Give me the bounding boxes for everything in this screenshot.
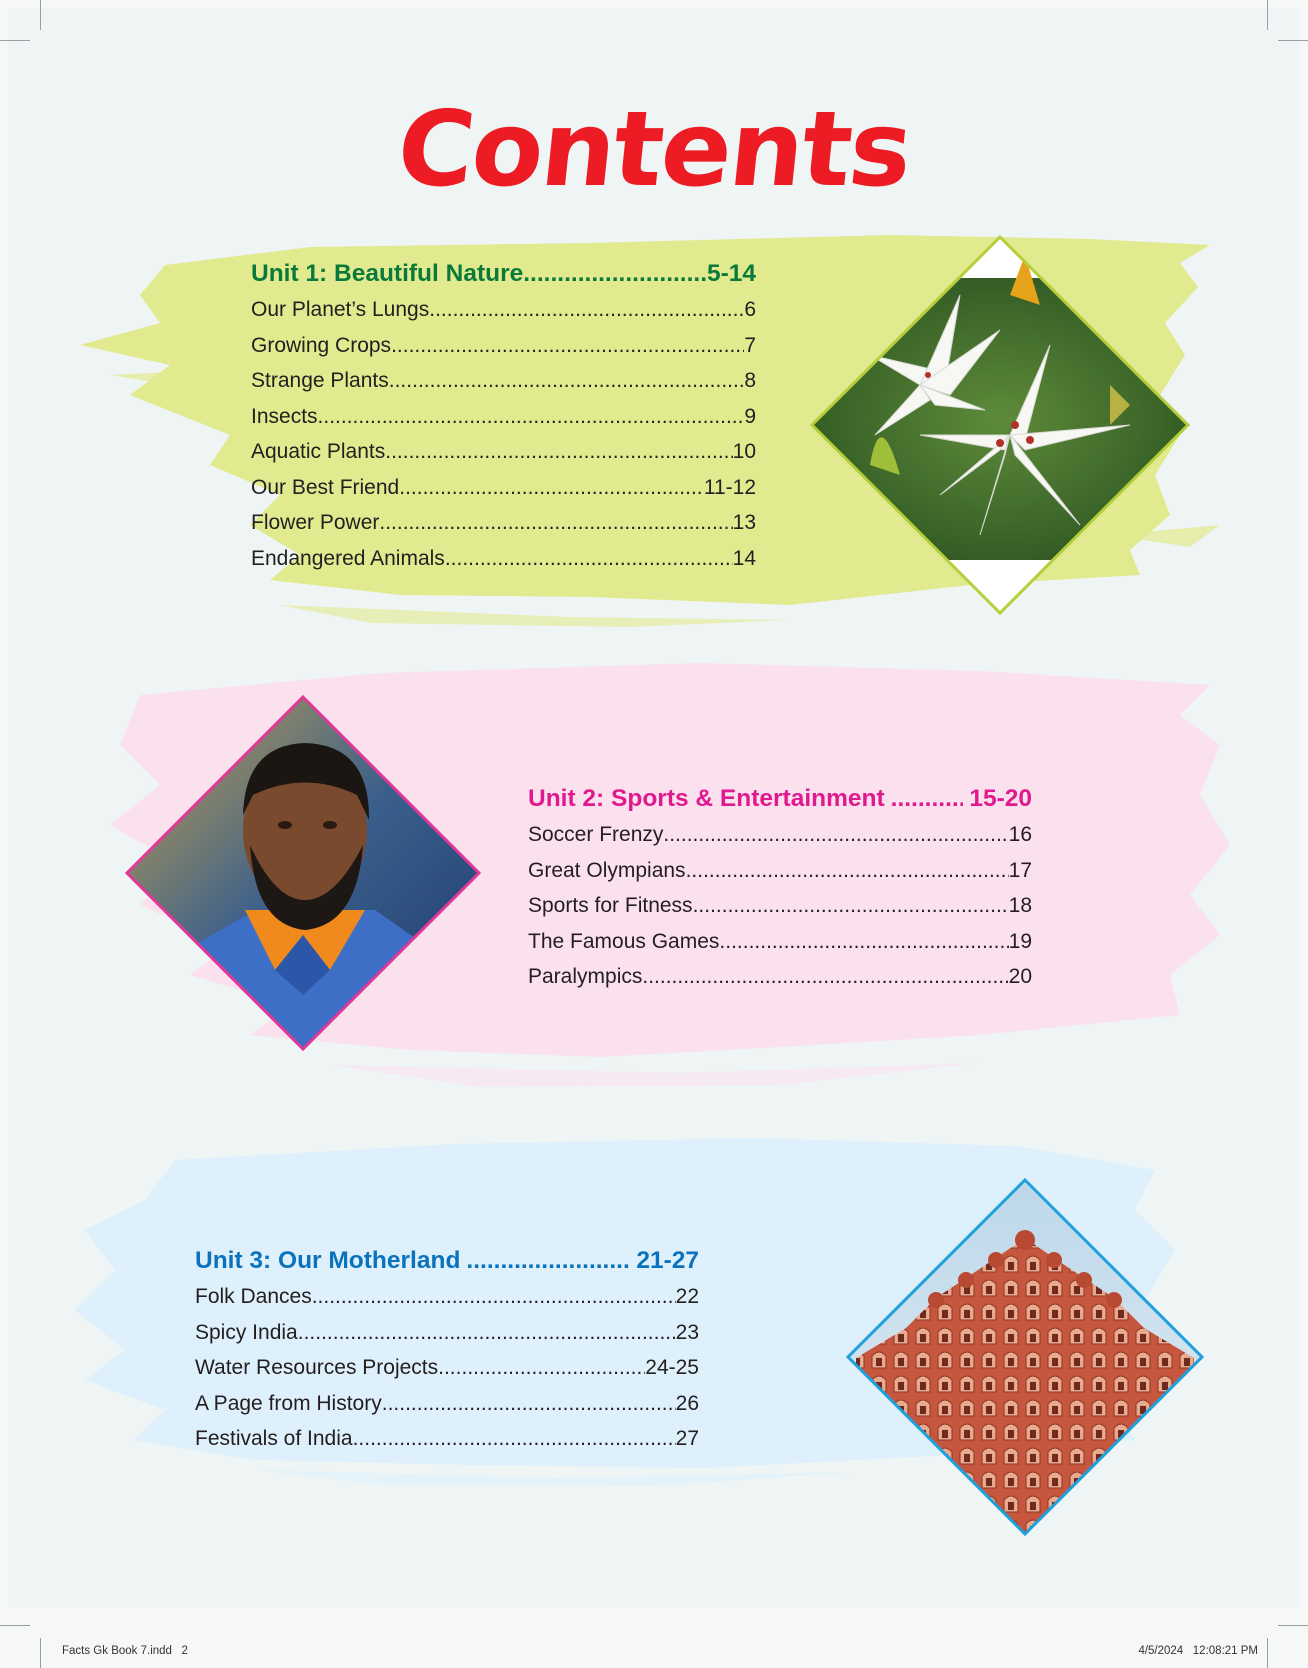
leader-dots [379, 505, 732, 541]
toc-entry[interactable] [251, 541, 756, 577]
crop-mark [0, 1625, 30, 1626]
crop-mark [40, 1638, 41, 1668]
unit-3-toc [195, 1243, 699, 1457]
leader-dots [438, 1350, 645, 1386]
toc-entry[interactable] [195, 1386, 699, 1422]
toc-entry[interactable] [528, 817, 1032, 853]
leader-dots [686, 853, 1009, 889]
toc-entry[interactable] [195, 1421, 699, 1457]
toc-entry-page: 24-25 [645, 1356, 699, 1379]
toc-entry-page: 20 [1008, 965, 1032, 988]
toc-entry-label: Aquatic Plants [251, 440, 386, 463]
toc-entry-label: Insects [251, 404, 318, 428]
toc-entry-label: A Page from History [195, 1391, 382, 1415]
unit-1-heading[interactable] [251, 256, 756, 292]
crop-mark [1267, 1638, 1268, 1668]
toc-entry-page: 11-12 [703, 475, 756, 499]
unit-3-heading[interactable] [195, 1243, 699, 1279]
toc-entry[interactable] [195, 1315, 699, 1351]
toc-entry-page: 8 [744, 369, 756, 392]
toc-entry-page: 26 [675, 1391, 699, 1415]
toc-entry[interactable] [251, 363, 756, 399]
footer-file-info: Facts Gk Book 7.indd 2 [62, 1645, 188, 1657]
toc-entry-page: 10 [732, 440, 756, 463]
toc-entry-label: Water Resources Projects [195, 1356, 439, 1379]
unit-3-title: Unit 3: Our Motherland [195, 1247, 461, 1274]
toc-entry-label: The Famous Games [528, 929, 720, 953]
unit-3-page-range: 21-27 [636, 1247, 699, 1274]
crop-mark [1278, 40, 1308, 41]
toc-entry-page: 6 [744, 298, 756, 321]
toc-entry-page: 23 [675, 1320, 699, 1344]
leader-dots [719, 924, 1008, 960]
hawa-mahal-image [846, 1178, 1204, 1536]
crop-mark [1278, 1625, 1308, 1626]
leader-dots [523, 256, 707, 292]
toc-entry-page: 18 [1008, 894, 1032, 917]
toc-entry[interactable] [195, 1279, 699, 1315]
unit-1-toc [251, 256, 756, 576]
leader-dots [385, 434, 732, 470]
leader-dots [429, 292, 744, 328]
toc-entry-label: Soccer Frenzy [528, 823, 664, 846]
toc-entry-page: 9 [744, 404, 756, 428]
leader-dots [391, 328, 744, 364]
toc-entry-label: Our Planet’s Lungs [251, 298, 430, 321]
toc-entry-label: Great Olympians [528, 858, 686, 882]
toc-entry-page: 7 [744, 333, 756, 357]
leader-dots [466, 1243, 630, 1279]
toc-entry-label: Folk Dances [195, 1285, 312, 1308]
unit-2-title: Unit 2: Sports & Entertainment [528, 785, 885, 812]
unit-1-page-range: 5-14 [706, 260, 756, 287]
leader-dots [382, 1386, 676, 1422]
toc-entry-label: Paralympics [528, 965, 643, 988]
toc-entry-label: Sports for Fitness [528, 894, 693, 917]
crop-mark [0, 40, 30, 41]
unit-1-title: Unit 1: Beautiful Nature [251, 260, 524, 287]
leader-dots [399, 470, 704, 506]
leader-dots [312, 1279, 676, 1315]
leader-dots [642, 959, 1008, 995]
toc-entry[interactable] [251, 434, 756, 470]
toc-entry[interactable] [251, 470, 756, 506]
toc-entry-label: Our Best Friend [251, 475, 400, 499]
toc-entry[interactable] [528, 924, 1032, 960]
leader-dots [318, 399, 745, 435]
leader-dots [389, 363, 745, 399]
toc-entry[interactable] [195, 1350, 699, 1386]
cricketer-portrait-image [125, 695, 481, 1051]
toc-entry[interactable] [251, 292, 756, 328]
toc-entry[interactable] [251, 505, 756, 541]
toc-entry[interactable] [528, 853, 1032, 889]
toc-entry-page: 14 [732, 546, 756, 570]
toc-entry[interactable] [528, 959, 1032, 995]
toc-entry-label: Spicy India [195, 1320, 298, 1344]
leader-dots [353, 1421, 676, 1457]
toc-entry-page: 19 [1008, 929, 1032, 953]
toc-entry-label: Growing Crops [251, 333, 392, 357]
toc-entry-page: 16 [1008, 823, 1032, 846]
leader-dots [298, 1315, 676, 1351]
toc-entry-label: Endangered Animals [251, 546, 445, 570]
toc-entry-label: Festivals of India [195, 1427, 353, 1450]
toc-entry[interactable] [251, 328, 756, 364]
toc-entry-page: 27 [675, 1427, 699, 1450]
leader-dots [693, 888, 1009, 924]
toc-entry[interactable] [251, 399, 756, 435]
toc-entry-page: 22 [675, 1285, 699, 1308]
crop-mark [1267, 0, 1268, 30]
toc-entry-label: Strange Plants [251, 369, 389, 392]
leader-dots [891, 781, 964, 817]
crop-mark [40, 0, 41, 30]
unit-2-page-range: 15-20 [969, 785, 1032, 812]
leader-dots [445, 541, 733, 577]
toc-entry-label: Flower Power [251, 511, 380, 534]
toc-entry-page: 13 [732, 511, 756, 534]
lily-flower-image [810, 235, 1190, 615]
unit-2-toc [528, 781, 1032, 995]
toc-entry[interactable] [528, 888, 1032, 924]
toc-entry-page: 17 [1008, 858, 1032, 882]
unit-2-heading[interactable] [528, 781, 1032, 817]
leader-dots [663, 817, 1008, 853]
footer-timestamp: 4/5/2024 12:08:21 PM [1138, 1645, 1258, 1657]
page-title: Contents [391, 88, 917, 210]
